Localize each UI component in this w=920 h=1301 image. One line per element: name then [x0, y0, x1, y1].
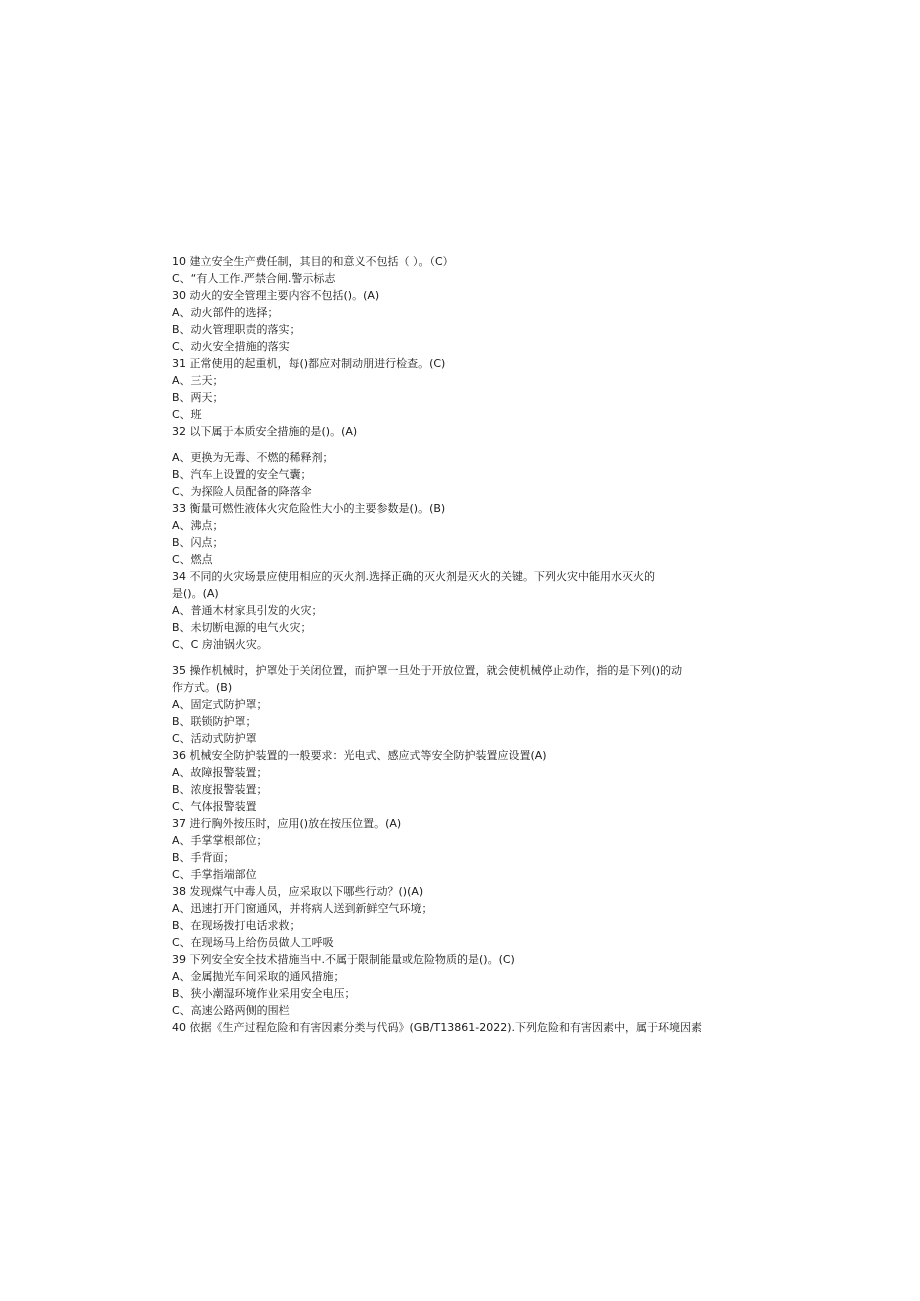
text-line: C、“有人工作.严禁合闸.警示标志 [172, 272, 336, 285]
text-line: B、闪点； [172, 536, 224, 549]
text-line: 是()。(A) [172, 587, 219, 600]
text-line: 36 机械安全防护装置的一般要求：光电式、感应式等安全防护装置应设置(A) [172, 749, 547, 762]
text-line: C、气体报警装置 [172, 800, 257, 813]
text-line: 10 建立安全生产费任制，其目的和意义不包括（ ）。（C） [172, 255, 454, 268]
text-line: C、为探险人员配备的降落伞 [172, 485, 312, 498]
text-line: A、手掌掌根部位； [172, 834, 268, 847]
text-line: 37 进行胸外按压时，应用()放在按压位置。(A) [172, 817, 402, 830]
text-line: 38 发现煤气中毒人员，应采取以下哪些行动？()(A) [172, 885, 424, 898]
text-line: A、动火部件的选择； [172, 306, 279, 319]
text-line: C、班 [172, 408, 202, 421]
text-line: 31 正常使用的起重机，每()都应对制动朋进行检查。(C) [172, 357, 446, 370]
paragraph-gap [172, 653, 732, 662]
text-line: C、C 房油锅火灾。 [172, 638, 268, 651]
text-line: 35 操作机械时，护罩处于关闭位置，而护罩一旦处于开放位置，就会使机械停止动作，指的是下列()的动 [172, 664, 683, 677]
text-line: A、迅速打开门窗通风，并将病人送到新鲜空气环境； [172, 902, 433, 915]
text-line: A、三天； [172, 374, 224, 387]
text-line: C、活动式防护罩 [172, 732, 257, 745]
text-line: B、在现场拨打电话求救； [172, 919, 301, 932]
text-line: B、手背面； [172, 851, 235, 864]
text-line: A、金属抛光车间采取的通风措施； [172, 970, 345, 983]
text-line: B、动火管理职责的落实； [172, 323, 301, 336]
text-line: C、动火安全措施的落实 [172, 340, 290, 353]
text-line: C、高速公路两侧的围栏 [172, 1004, 290, 1017]
document-body [172, 253, 732, 1036]
text-line: C、在现场马上给伤员做人工呼吸 [172, 936, 334, 949]
text-line: A、更换为无毒、不燃的稀释剂； [172, 451, 334, 464]
text-line: C、燃点 [172, 553, 213, 566]
text-line: 30 动火的安全管理主要内容不包括()。(A) [172, 289, 380, 302]
text-line: B、联锁防护罩； [172, 715, 257, 728]
text-line: 34 不同的火灾场景应使用相应的灭火剂.选择正确的灭火剂是灭火的关键。下列火灾中能用水灭火的 [172, 570, 655, 583]
text-line: C、手掌指端部位 [172, 868, 257, 881]
text-line: B、两天； [172, 391, 224, 404]
paragraph-gap [172, 440, 732, 449]
text-line: B、浓度报警装置； [172, 783, 268, 796]
text-line: A、故障报警装置； [172, 766, 268, 779]
text-line: 40 依据《生产过程危险和有害因素分类与代码》(GB/T13861-2022).下列危险和有害因素中，属于环境因素 [172, 1021, 703, 1034]
text-line: A、固定式防护罩； [172, 698, 268, 711]
text-line: A、沸点； [172, 519, 224, 532]
text-line: B、汽车上设置的安全气囊； [172, 468, 312, 481]
text-line: 33 衡量可燃性液体火灾危险性大小的主要参数是()。(B) [172, 502, 446, 515]
text-line: 作方式。(B) [172, 681, 233, 694]
text-line: B、未切断电源的电气火灾； [172, 621, 312, 634]
text-line: A、普通木材家具引发的火灾； [172, 604, 323, 617]
text-line: B、狭小潮湿环境作业采用安全电压； [172, 987, 356, 1000]
text-line: 39 下列安全安全技术措施当中.不属于限制能量或危险物质的是()。(C) [172, 953, 515, 966]
text-line: 32 以下属于本质安全措施的是()。(A) [172, 425, 358, 438]
